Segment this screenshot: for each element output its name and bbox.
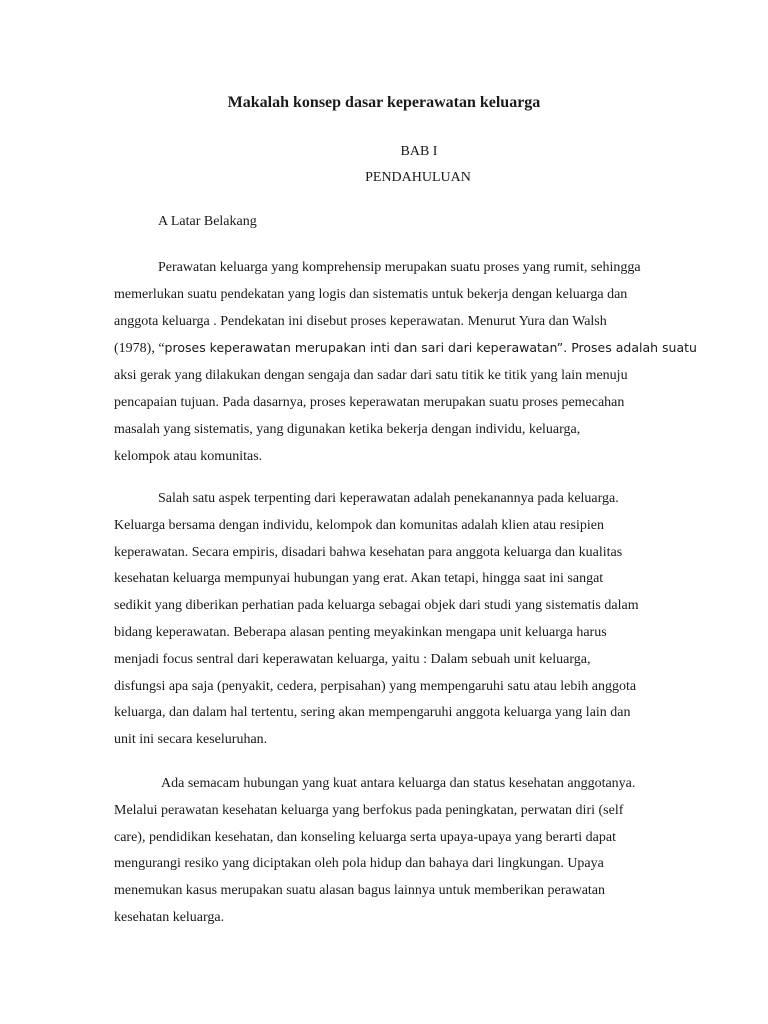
paragraph-line: menemukan kasus merupakan suatu alasan bagus lainnya untuk memberikan perawatan: [114, 883, 606, 899]
paragraph-line: memerlukan suatu pendekatan yang logis dan sistematis untuk bekerja dengan keluarga dan: [114, 286, 628, 302]
paragraph-line: pencapaian tujuan. Pada dasarnya, proses keperawatan merupakan suatu proses pemecahan: [114, 394, 625, 410]
paragraph-line: disfungsi apa saja (penyakit, cedera, perpisahan) yang mempengaruhi satu atau lebih anggota: [114, 678, 637, 694]
quoted-definition: proses keperawatan merupakan inti dan sari dari keperawatan”. Proses adalah suatu: [164, 340, 697, 356]
paragraph-line: kesehatan keluarga.: [114, 909, 225, 925]
paragraph-line: sedikit yang diberikan perhatian pada keluarga sebagai objek dari studi yang sistematis dalam: [114, 598, 639, 614]
paragraph-line: aksi gerak yang dilakukan dengan sengaja dan sadar dari satu titik ke titik yang lain menuju: [114, 368, 628, 384]
paragraph-line: unit ini secara keseluruhan.: [114, 732, 268, 748]
paragraph-line: Ada semacam hubungan yang kuat antara keluarga dan status kesehatan anggotanya.: [161, 776, 636, 791]
paragraph-line: anggota keluarga . Pendekatan ini disebut proses keperawatan. Menurut Yura dan Walsh: [114, 313, 607, 329]
paragraph-line: kelompok atau komunitas.: [114, 448, 263, 464]
paragraph: [114, 486, 676, 754]
paragraph-line: Keluarga bersama dengan individu, kelompok dan komunitas adalah klien atau resipien: [114, 517, 604, 533]
chapter-title: PENDAHULUAN: [365, 170, 471, 185]
paragraph-line: Melalui perawatan kesehatan keluarga yang berfokus pada peningkatan, perwatan diri (self: [114, 802, 624, 818]
paragraph-line: Salah satu aspek terpenting dari keperawatan adalah penekanannya pada keluarga.: [158, 491, 619, 506]
paragraph: [114, 771, 676, 932]
paragraph-line: mengurangi resiko yang diciptakan oleh pola hidup dan bahaya dari lingkungan. Upaya: [114, 856, 604, 872]
section-heading: A Latar Belakang: [158, 214, 257, 229]
document-title: Makalah konsep dasar keperawatan keluarga: [227, 94, 541, 111]
paragraph: [114, 255, 697, 470]
paragraph-line: bidang keperawatan. Beberapa alasan penting meyakinkan mengapa unit keluarga harus: [114, 624, 607, 640]
paragraph-line: keluarga, dan dalam hal tertentu, sering akan mempengaruhi anggota keluarga yang lain dan: [114, 705, 631, 721]
paragraph-line: keperawatan. Secara empiris, disadari bahwa kesehatan para anggota keluarga dan kualitas: [114, 544, 623, 560]
paragraph-line: menjadi focus sentral dari keperawatan keluarga, yaitu : Dalam sebuah unit keluarga,: [114, 651, 591, 667]
paragraph-line: kesehatan keluarga mempunyai hubungan yang erat. Akan tetapi, hingga saat ini sangat: [114, 571, 604, 587]
paragraph-line: masalah yang sistematis, yang digunakan ketika bekerja dengan individu, keluarga,: [114, 421, 581, 437]
paragraph-line-segment: (1978), “: [114, 341, 165, 357]
paragraph-line: [114, 335, 697, 363]
paragraph-line: Perawatan keluarga yang komprehensip merupakan suatu proses yang rumit, sehingga: [158, 260, 641, 275]
chapter-number: BAB I: [400, 144, 438, 159]
paragraph-line: care), pendidikan kesehatan, dan konseling keluarga serta upaya-upaya yang berarti dapat: [114, 829, 616, 845]
